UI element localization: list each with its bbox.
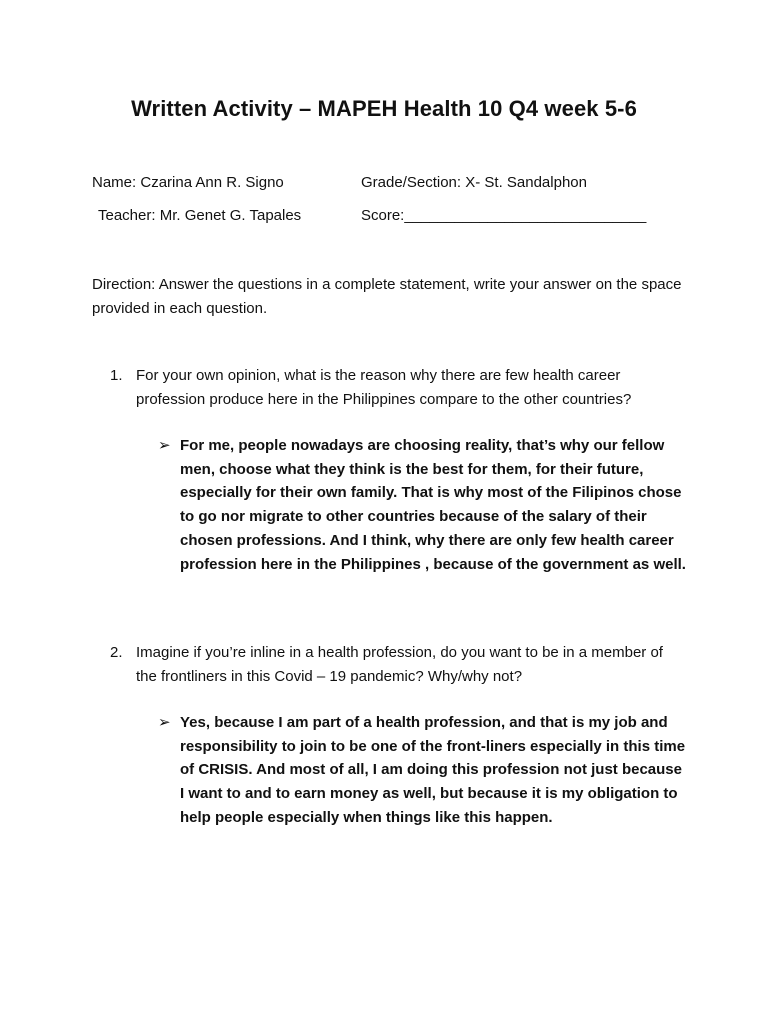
- grade-section-field: [361, 174, 587, 191]
- answer-2: [158, 711, 688, 830]
- teacher-value: Mr. Genet G. Tapales: [155, 207, 302, 224]
- question-1: [110, 364, 680, 412]
- question-text: Imagine if you’re inline in a health profession, do you want to be in a member of the frontliners in this Covid – 19 pandemic? Why/why not?: [136, 644, 663, 685]
- answer-1: [158, 434, 688, 576]
- name-value: Czarina Ann R. Signo: [136, 174, 284, 191]
- score-field: [361, 207, 646, 224]
- answer-text: For me, people nowadays are choosing reality, that’s why our fellow men, choose what they think is the best for them, for their future, especially for their own family. That is why most of the Filipinos chose to go nor migrate to other countries because of the salary of their chosen professions. And I think, why there are only few health career profession here in the Philippines , because of the government as well.: [180, 437, 686, 573]
- score-label: Score:: [361, 207, 405, 224]
- answer-text: Yes, because I am part of a health profession, and that is my job and responsibility to join to be one of the front-liners especially in this time of CRISIS. And most of all, I am doing this profession not just because I want to and to earn money as well, but because it is my obligation to help people especially when things like this happen.: [180, 714, 686, 826]
- question-2: [110, 641, 680, 689]
- direction-paragraph: [92, 273, 682, 321]
- student-name-field: [92, 174, 284, 191]
- score-blank: _____________________________: [404, 207, 647, 224]
- question-text: For your own opinion, what is the reason why there are few health career profession produce here in the Philippines compare to the other countries?: [136, 367, 632, 408]
- grade-value: X- St. Sandalphon: [461, 174, 587, 191]
- arrow-bullet-icon: ➢: [158, 437, 171, 454]
- name-label: Name:: [92, 174, 137, 191]
- direction-text: Answer the questions in a complete statement, write your answer on the space provided in each question.: [92, 276, 682, 317]
- page-title: Written Activity – MAPEH Health 10 Q4 week 5-6: [131, 96, 637, 121]
- teacher-label: Teacher:: [98, 207, 156, 224]
- question-number: 1.: [110, 367, 123, 384]
- arrow-bullet-icon: ➢: [158, 714, 171, 731]
- grade-label: Grade/Section:: [361, 174, 462, 191]
- direction-label: Direction:: [92, 276, 156, 293]
- question-number: 2.: [110, 644, 123, 661]
- teacher-field: [98, 207, 301, 224]
